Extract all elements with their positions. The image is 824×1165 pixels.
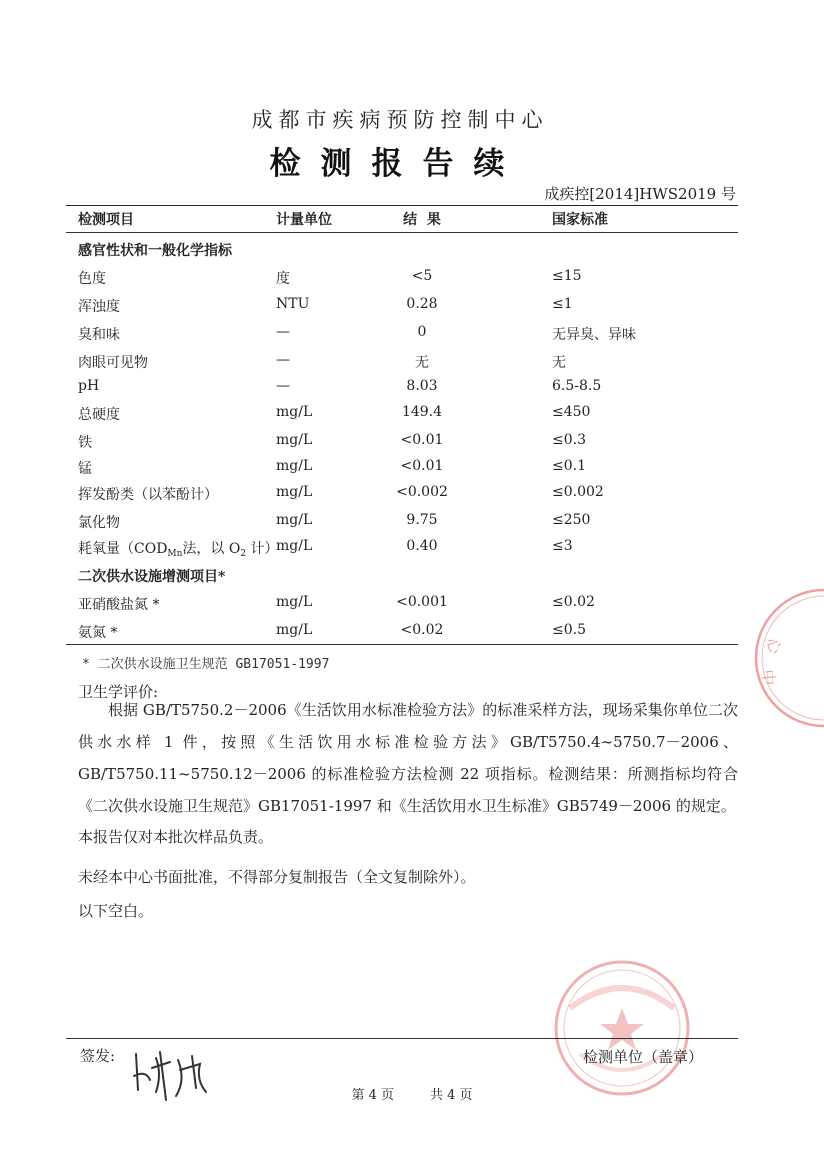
cell-item: 色度 bbox=[78, 271, 106, 287]
cell-standard: ≤0.1 bbox=[552, 458, 586, 474]
cell-result: <0.01 bbox=[400, 458, 444, 474]
cell-item: 氨氮 * bbox=[78, 625, 118, 641]
column-header-unit: 计量单位 bbox=[276, 212, 332, 228]
cell-unit: 度 bbox=[276, 271, 290, 287]
footer-rule bbox=[66, 1038, 738, 1039]
cell-unit: mg/L bbox=[276, 458, 313, 474]
cell-item: 氯化物 bbox=[78, 515, 120, 531]
statement-blank-below: 以下空白。 bbox=[78, 902, 154, 920]
svg-text:心: 心 bbox=[762, 634, 786, 657]
cell-unit: mg/L bbox=[276, 594, 313, 610]
cell-unit: — bbox=[276, 324, 290, 340]
cell-result: 无 bbox=[415, 355, 429, 371]
cell-unit: — bbox=[276, 378, 290, 394]
evaluation-paragraph: 根据 GB/T5750.2－2006《生活饮用水标准检验方法》的标准采样方法，现场采集你单位二次供水水样 1 件，按照《生活饮用水标准检验方法》GB/T5750.4~5750.7－2006、GB/T5750.11~5750.12－2006 的标准检验方法检测 22 项指标。检测结果：所测指标均符合《二次供水设施卫生规范》GB17051-1997 和《生活饮用水卫生标准》GB5749－2006 的规定。 bbox=[78, 701, 738, 815]
svg-text:中: 中 bbox=[758, 668, 779, 687]
cell-standard: 无异臭、异味 bbox=[552, 327, 636, 343]
cell-result: <5 bbox=[411, 268, 433, 284]
cell-standard: ≤0.02 bbox=[552, 594, 595, 610]
table-top-rule bbox=[66, 205, 738, 206]
sign-label: 签发: bbox=[80, 1047, 116, 1065]
cell-standard: ≤0.002 bbox=[552, 484, 604, 500]
section-title-secondary-supply: 二次供水设施增测项目* bbox=[78, 569, 226, 585]
oxygen-item-text-b: 法，以 O bbox=[182, 541, 241, 557]
cell-item: pH bbox=[78, 378, 100, 394]
evaluation-label: 卫生学评价: bbox=[78, 683, 159, 701]
cell-unit: — bbox=[276, 352, 290, 368]
report-number: 成疾控[2014]HWS2019 号 bbox=[544, 185, 736, 203]
cell-standard: 无 bbox=[552, 355, 566, 371]
cell-unit: mg/L bbox=[276, 512, 313, 528]
cell-result: <0.01 bbox=[400, 432, 444, 448]
statement-responsibility: 本报告仅对本批次样品负责。 bbox=[78, 828, 274, 846]
page-total: 共 4 页 bbox=[430, 1088, 473, 1103]
page-current: 第 4 页 bbox=[351, 1088, 394, 1103]
cell-standard: ≤3 bbox=[552, 538, 573, 554]
cell-unit: NTU bbox=[276, 296, 310, 312]
table-bottom-rule bbox=[66, 644, 738, 645]
oxygen-item-text-c: 计） bbox=[246, 541, 279, 557]
organization-name: 成都市疾病预防控制中心 bbox=[251, 108, 549, 132]
cell-item: 锰 bbox=[78, 461, 92, 477]
cell-result: <0.002 bbox=[396, 484, 448, 500]
footnote: * 二次供水设施卫生规范 GB17051-1997 bbox=[82, 657, 330, 672]
cell-standard: 6.5-8.5 bbox=[552, 378, 602, 394]
cell-unit: mg/L bbox=[276, 432, 313, 448]
cell-item: 铁 bbox=[78, 435, 92, 451]
oxygen-item-subscript-2: 2 bbox=[240, 549, 247, 559]
cell-item: 总硬度 bbox=[78, 407, 120, 423]
cell-item: 臭和味 bbox=[78, 327, 120, 343]
section-title-sensory: 感官性状和一般化学指标 bbox=[78, 243, 232, 259]
report-title: 检测报告续 bbox=[269, 146, 525, 182]
table-header-rule bbox=[66, 232, 738, 233]
cell-result: <0.02 bbox=[400, 622, 444, 638]
cell-unit: mg/L bbox=[276, 484, 313, 500]
cell-standard: ≤0.3 bbox=[552, 432, 586, 448]
column-header-standard: 国家标准 bbox=[552, 212, 608, 228]
column-header-item: 检测项目 bbox=[78, 212, 134, 228]
page-indicator bbox=[0, 1084, 824, 1103]
cell-result: <0.001 bbox=[396, 594, 448, 610]
cell-result: 0.40 bbox=[406, 538, 438, 554]
cell-standard: ≤1 bbox=[552, 296, 573, 312]
cell-standard: ≤450 bbox=[552, 404, 591, 420]
cell-item: 挥发酚类（以苯酚计） bbox=[78, 487, 218, 503]
statement-copy-restriction: 未经本中心书面批准，不得部分复制报告（全文复制除外）。 bbox=[78, 868, 476, 886]
cell-standard: ≤250 bbox=[552, 512, 591, 528]
cell-item-oxygen bbox=[78, 538, 279, 559]
cell-standard: ≤0.5 bbox=[552, 622, 586, 638]
cell-result: 9.75 bbox=[406, 512, 438, 528]
seal-stamp-icon bbox=[728, 578, 824, 738]
cell-standard: ≤15 bbox=[552, 268, 582, 284]
testing-unit-label: 检测单位（盖章） bbox=[583, 1048, 704, 1066]
cell-unit: mg/L bbox=[276, 622, 313, 638]
cell-unit: mg/L bbox=[276, 538, 313, 554]
cell-item: 亚硝酸盐氮 * bbox=[78, 597, 160, 613]
cell-result: 0.28 bbox=[406, 296, 438, 312]
cell-item: 浑浊度 bbox=[78, 299, 120, 315]
cell-unit: mg/L bbox=[276, 404, 313, 420]
cell-item: 肉眼可见物 bbox=[78, 355, 148, 371]
oxygen-item-subscript-mn: Mn bbox=[167, 549, 183, 559]
cell-result: 8.03 bbox=[406, 378, 438, 394]
cell-result: 149.4 bbox=[401, 404, 443, 420]
cell-result: 0 bbox=[417, 324, 427, 340]
oxygen-item-text-a: 耗氧量（COD bbox=[78, 541, 168, 557]
column-header-result: 结 果 bbox=[403, 212, 441, 228]
